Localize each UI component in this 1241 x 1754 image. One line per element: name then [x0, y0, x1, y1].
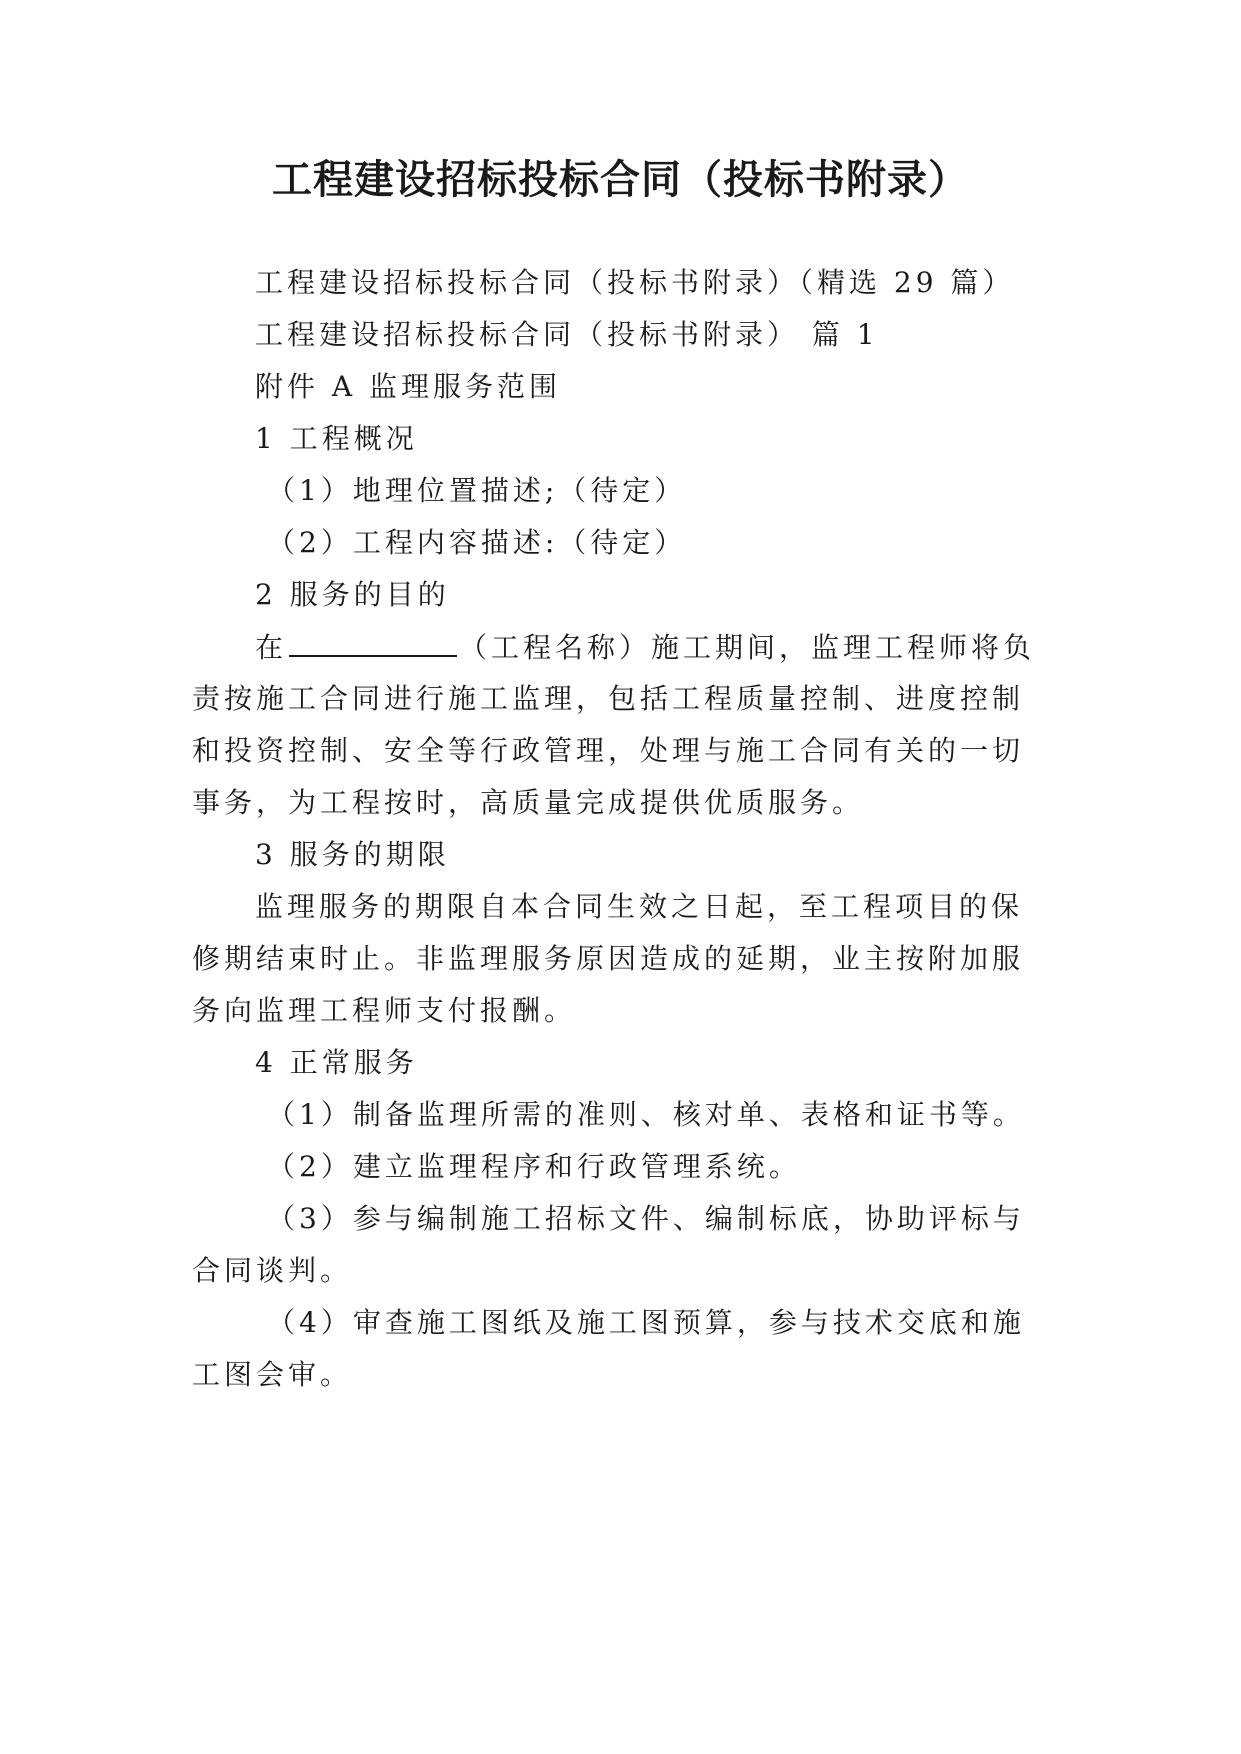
list-item-location: （1）地理位置描述;（待定） [267, 474, 687, 507]
service-item-1: （1）制备监理所需的准则、核对单、表格和证书等。 [267, 1098, 1025, 1131]
section-heading-1: 1 工程概况 [255, 422, 418, 455]
paragraph-purpose-line-3: 和投资控制、安全等行政管理，处理与施工合同有关的一切 [192, 734, 1025, 767]
paragraph-purpose-line-4: 事务，为工程按时，高质量完成提供优质服务。 [192, 786, 865, 819]
service-item-2: （2）建立监理程序和行政管理系统。 [267, 1150, 801, 1183]
paragraph-term-line-1: 监理服务的期限自本合同生效之日起，至工程项目的保 [255, 890, 1024, 923]
document-title: 工程建设招标投标合同（投标书附录） [272, 156, 969, 203]
paragraph-purpose-line-1 [255, 627, 1055, 668]
paragraph-term-line-3: 务向监理工程师支付报酬。 [192, 994, 577, 1027]
section-heading-2: 2 服务的目的 [255, 578, 450, 611]
section-heading-4: 4 正常服务 [255, 1046, 418, 1079]
service-item-4-line-2: 工图会审。 [192, 1358, 353, 1391]
service-item-4-line-1: （4）审查施工图纸及施工图预算，参与技术交底和施 [267, 1306, 1025, 1339]
paragraph-purpose-line-2: 责按施工合同进行施工监理，包括工程质量控制、进度控制 [192, 682, 1025, 715]
attachment-heading: 附件 A 监理服务范围 [255, 370, 562, 403]
project-name-blank [289, 627, 457, 657]
subtitle-line: 工程建设招标投标合同（投标书附录）（精选 29 篇） [255, 266, 1015, 299]
section-heading-3: 3 服务的期限 [255, 838, 450, 871]
service-item-3-line-2: 合同谈判。 [192, 1254, 353, 1287]
paragraph-purpose-prefix: 在 [255, 631, 288, 664]
paragraph-term-line-2: 修期结束时止。非监理服务原因造成的延期，业主按附加服 [192, 942, 1025, 975]
service-item-3-line-1: （3）参与编制施工招标文件、编制标底，协助评标与 [267, 1202, 1025, 1235]
list-item-content: （2）工程内容描述:（待定） [267, 526, 687, 559]
paragraph-purpose-rest: （工程名称）施工期间，监理工程师将负 [459, 631, 1036, 664]
article-heading: 工程建设招标投标合同（投标书附录） 篇 1 [255, 318, 879, 351]
